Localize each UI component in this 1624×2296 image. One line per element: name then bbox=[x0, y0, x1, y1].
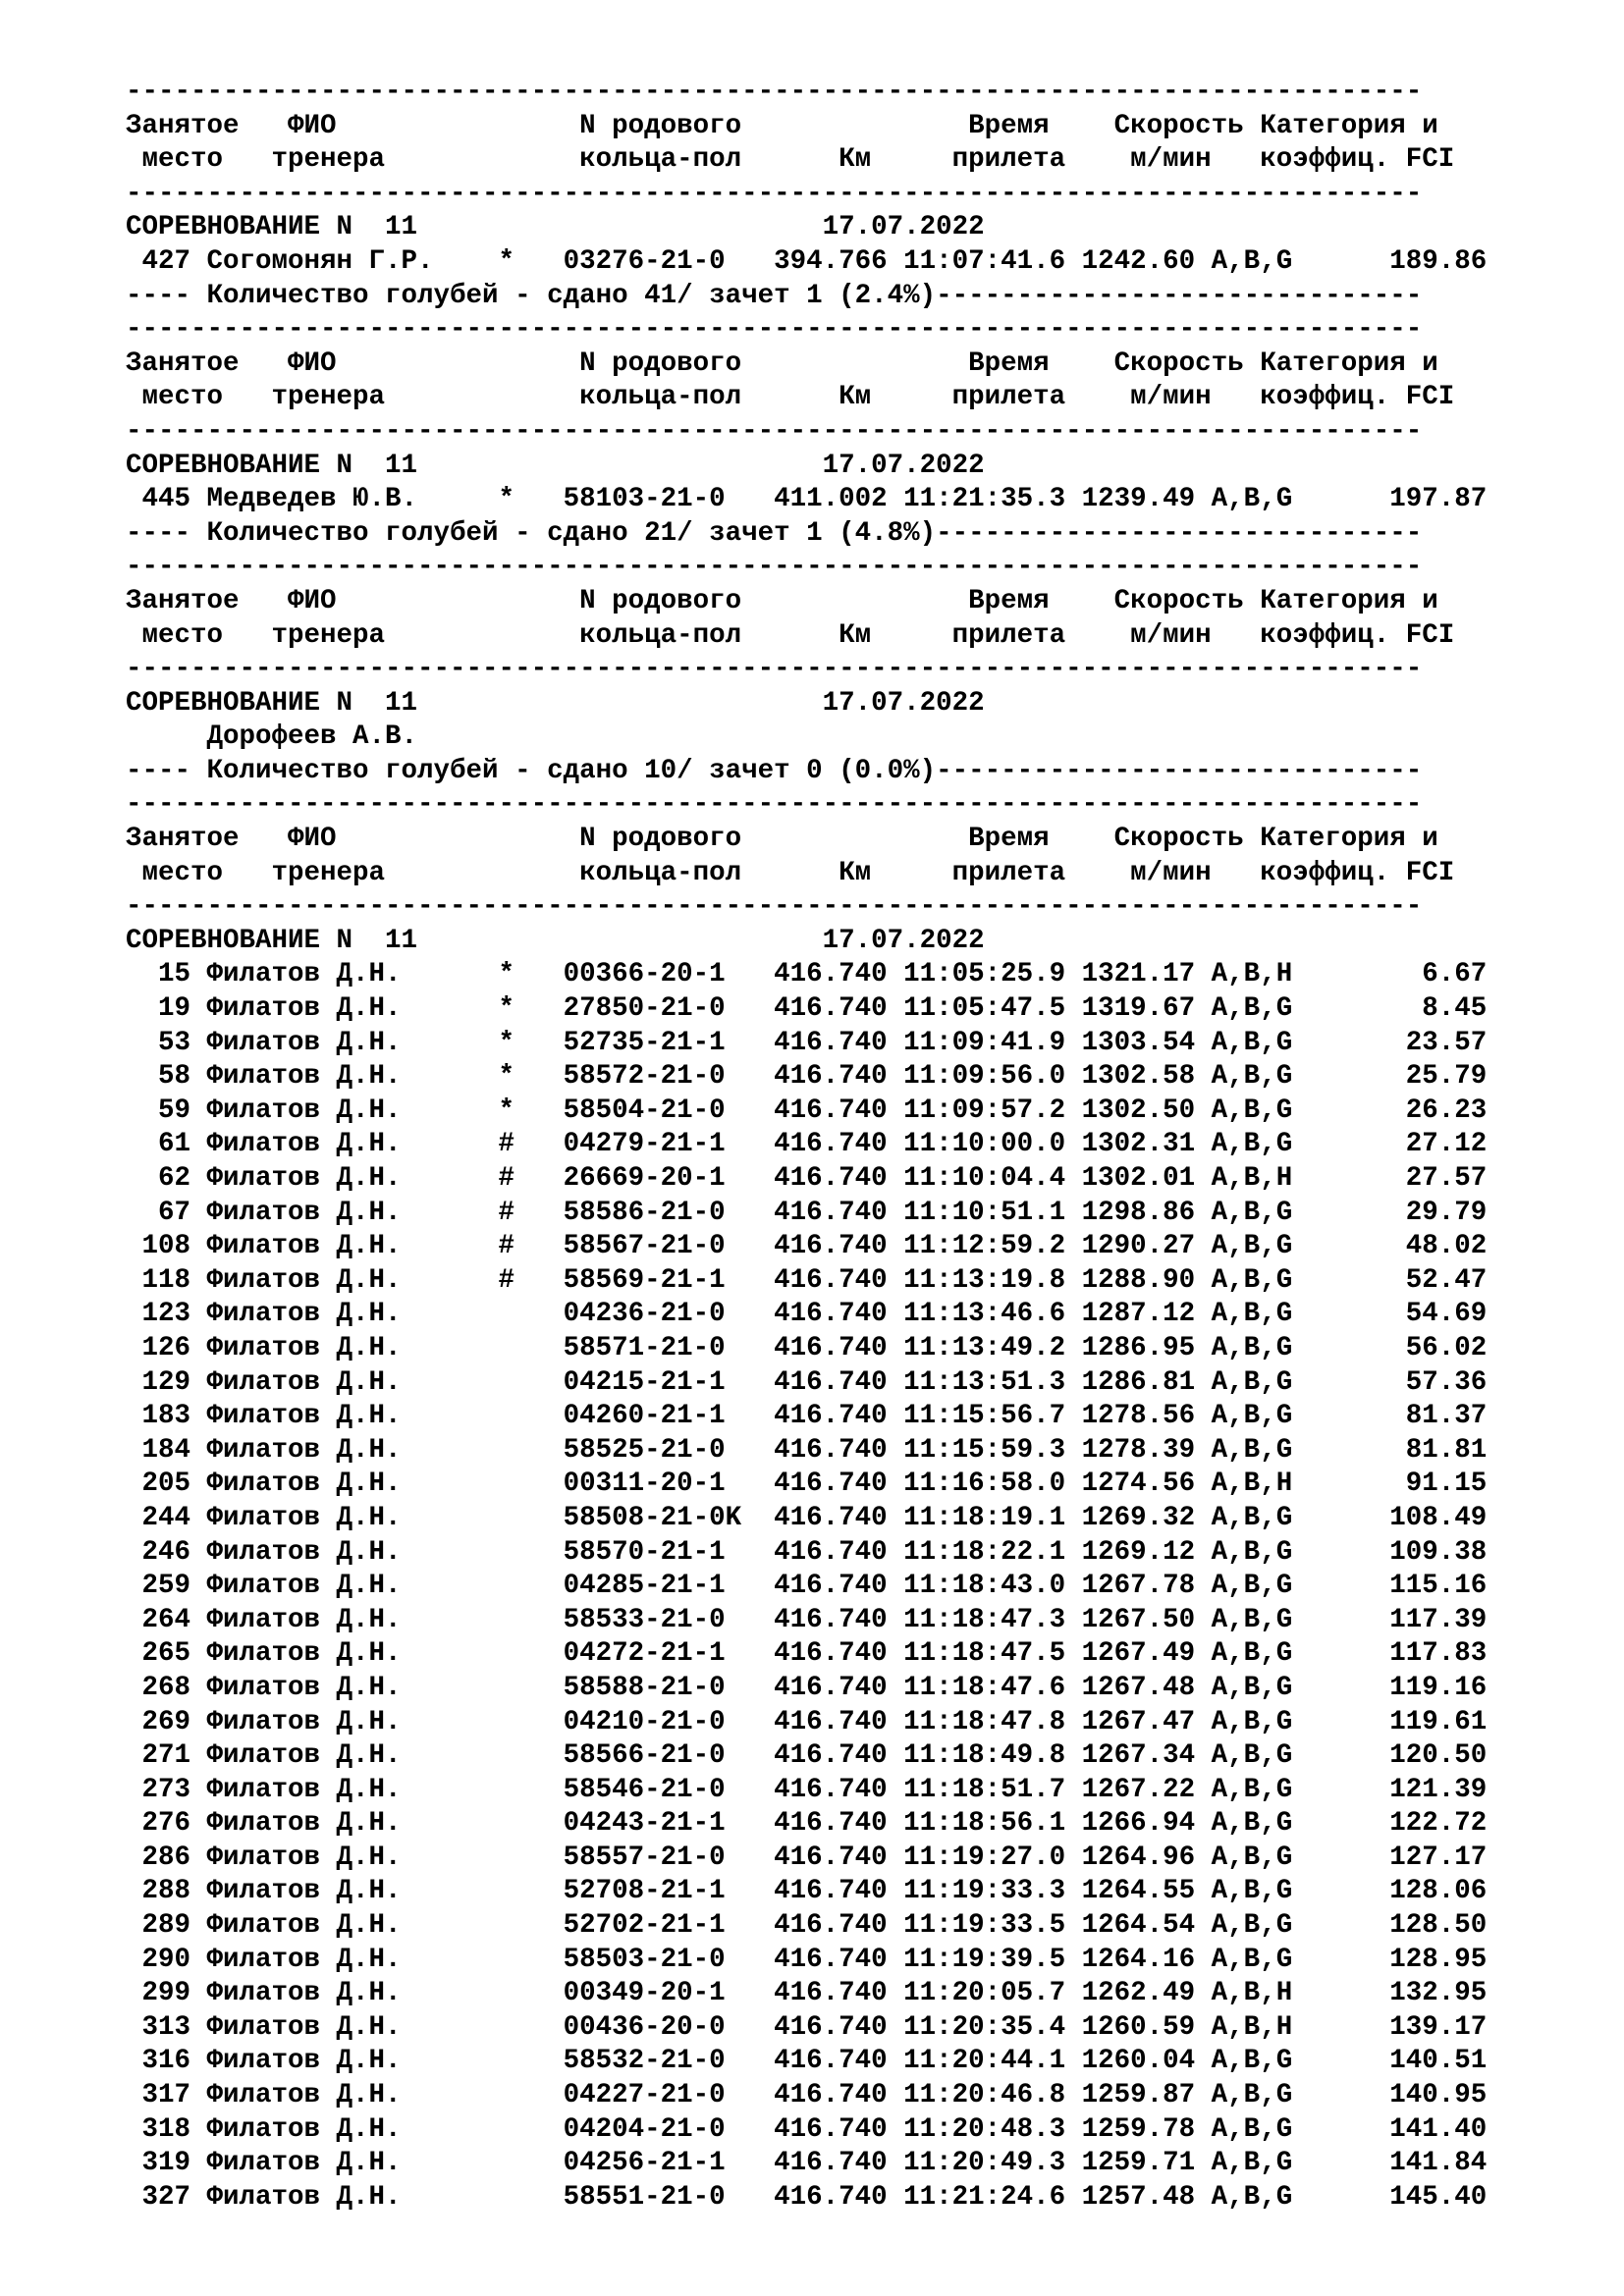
result-row: 318 Филатов Д.Н. 04204-21-0 416.740 11:20:48.3 1259.78 A,B,G 141.40 bbox=[126, 2113, 1488, 2145]
competition-line: СОРЕВНОВАНИЕ N 11 17.07.2022 bbox=[126, 450, 985, 481]
result-row: 317 Филатов Д.Н. 04227-21-0 416.740 11:20:46.8 1259.87 A,B,G 140.95 bbox=[126, 2080, 1488, 2111]
result-row: 53 Филатов Д.Н. * 52735-21-1 416.740 11:09:41.9 1303.54 A,B,G 23.57 bbox=[126, 1027, 1488, 1058]
result-row: 244 Филатов Д.Н. 58508-21-0K 416.740 11:18:19.1 1269.32 A,B,G 108.49 bbox=[126, 1502, 1488, 1533]
separator-line: -------------------------------------------------------------------------------- bbox=[126, 178, 1423, 209]
result-row: 269 Филатов Д.Н. 04210-21-0 416.740 11:18:47.8 1267.47 A,B,G 119.61 bbox=[126, 1706, 1488, 1737]
result-row: 15 Филатов Д.Н. * 00366-20-1 416.740 11:05:25.9 1321.17 A,B,H 6.67 bbox=[126, 959, 1488, 990]
result-row: 273 Филатов Д.Н. 58546-21-0 416.740 11:18:51.7 1267.22 A,B,G 121.39 bbox=[126, 1774, 1488, 1805]
result-row: 445 Медведев Ю.В. * 58103-21-0 411.002 11:21:35.3 1239.49 A,B,G 197.87 bbox=[126, 484, 1488, 515]
result-row: 61 Филатов Д.Н. # 04279-21-1 416.740 11:10:00.0 1302.31 A,B,G 27.12 bbox=[126, 1129, 1488, 1160]
competition-line: СОРЕВНОВАНИЕ N 11 17.07.2022 bbox=[126, 687, 985, 719]
summary-line: ---- Количество голубей - сдано 10/ зачет 0 (0.0%)------------------------------ bbox=[126, 755, 1423, 786]
result-row: 427 Согомонян Г.Р. * 03276-21-0 394.766 11:07:41.6 1242.60 A,B,G 189.86 bbox=[126, 245, 1488, 277]
result-row: 288 Филатов Д.Н. 52708-21-1 416.740 11:19:33.3 1264.55 A,B,G 128.06 bbox=[126, 1876, 1488, 1907]
column-header-line-1: Занятое ФИО N родового Время Скорость Категория и bbox=[126, 585, 1438, 616]
result-row: 268 Филатов Д.Н. 58588-21-0 416.740 11:18:47.6 1267.48 A,B,G 119.16 bbox=[126, 1672, 1488, 1703]
results-document bbox=[126, 76, 1598, 2215]
result-row: 289 Филатов Д.Н. 52702-21-1 416.740 11:19:33.5 1264.54 A,B,G 128.50 bbox=[126, 1910, 1488, 1942]
result-row: 265 Филатов Д.Н. 04272-21-1 416.740 11:18:47.5 1267.49 A,B,G 117.83 bbox=[126, 1638, 1488, 1670]
result-row: 327 Филатов Д.Н. 58551-21-0 416.740 11:21:24.6 1257.48 A,B,G 145.40 bbox=[126, 2181, 1488, 2213]
separator-line: -------------------------------------------------------------------------------- bbox=[126, 314, 1423, 346]
separator-line: -------------------------------------------------------------------------------- bbox=[126, 789, 1423, 821]
result-row: 58 Филатов Д.Н. * 58572-21-0 416.740 11:09:56.0 1302.58 A,B,G 25.79 bbox=[126, 1061, 1488, 1093]
column-header-line-1: Занятое ФИО N родового Время Скорость Категория и bbox=[126, 824, 1438, 855]
result-row: 276 Филатов Д.Н. 04243-21-1 416.740 11:18:56.1 1266.94 A,B,G 122.72 bbox=[126, 1808, 1488, 1840]
result-row: 271 Филатов Д.Н. 58566-21-0 416.740 11:18:49.8 1267.34 A,B,G 120.50 bbox=[126, 1740, 1488, 1772]
result-row: 59 Филатов Д.Н. * 58504-21-0 416.740 11:09:57.2 1302.50 A,B,G 26.23 bbox=[126, 1095, 1488, 1126]
result-row: 123 Филатов Д.Н. 04236-21-0 416.740 11:13:46.6 1287.12 A,B,G 54.69 bbox=[126, 1299, 1488, 1330]
result-row: 67 Филатов Д.Н. # 58586-21-0 416.740 11:10:51.1 1298.86 A,B,G 29.79 bbox=[126, 1197, 1488, 1228]
result-row: 316 Филатов Д.Н. 58532-21-0 416.740 11:20:44.1 1260.04 A,B,G 140.51 bbox=[126, 2046, 1488, 2077]
column-header-line-2: место тренера кольца-пол Км прилета м/мин коэффиц. FCI bbox=[126, 144, 1455, 176]
result-row: 286 Филатов Д.Н. 58557-21-0 416.740 11:19:27.0 1264.96 A,B,G 127.17 bbox=[126, 1842, 1488, 1873]
result-row: 313 Филатов Д.Н. 00436-20-0 416.740 11:20:35.4 1260.59 A,B,H 139.17 bbox=[126, 2011, 1488, 2043]
result-row: 129 Филатов Д.Н. 04215-21-1 416.740 11:13:51.3 1286.81 A,B,G 57.36 bbox=[126, 1366, 1488, 1398]
result-row: 319 Филатов Д.Н. 04256-21-1 416.740 11:20:49.3 1259.71 A,B,G 141.84 bbox=[126, 2148, 1488, 2179]
result-row: 299 Филатов Д.Н. 00349-20-1 416.740 11:20:05.7 1262.49 A,B,H 132.95 bbox=[126, 1978, 1488, 2009]
result-row: 118 Филатов Д.Н. # 58569-21-1 416.740 11:13:19.8 1288.90 A,B,G 52.47 bbox=[126, 1264, 1488, 1296]
result-row: 126 Филатов Д.Н. 58571-21-0 416.740 11:13:49.2 1286.95 A,B,G 56.02 bbox=[126, 1332, 1488, 1363]
summary-line: ---- Количество голубей - сдано 21/ зачет 1 (4.8%)------------------------------ bbox=[126, 517, 1423, 549]
result-row: 19 Филатов Д.Н. * 27850-21-0 416.740 11:05:47.5 1319.67 A,B,G 8.45 bbox=[126, 993, 1488, 1025]
result-row: 108 Филатов Д.Н. # 58567-21-0 416.740 11:12:59.2 1290.27 A,B,G 48.02 bbox=[126, 1231, 1488, 1262]
result-row: 184 Филатов Д.Н. 58525-21-0 416.740 11:15:59.3 1278.39 A,B,G 81.81 bbox=[126, 1434, 1488, 1466]
column-header-line-1: Занятое ФИО N родового Время Скорость Категория и bbox=[126, 347, 1438, 379]
result-row: Дорофеев А.В. bbox=[126, 721, 418, 753]
competition-line: СОРЕВНОВАНИЕ N 11 17.07.2022 bbox=[126, 212, 985, 243]
result-row: 205 Филатов Д.Н. 00311-20-1 416.740 11:16:58.0 1274.56 A,B,H 91.15 bbox=[126, 1468, 1488, 1500]
separator-line: -------------------------------------------------------------------------------- bbox=[126, 654, 1423, 685]
separator-line: -------------------------------------------------------------------------------- bbox=[126, 77, 1423, 107]
result-row: 246 Филатов Д.Н. 58570-21-1 416.740 11:18:22.1 1269.12 A,B,G 109.38 bbox=[126, 1536, 1488, 1568]
result-row: 290 Филатов Д.Н. 58503-21-0 416.740 11:19:39.5 1264.16 A,B,G 128.95 bbox=[126, 1944, 1488, 1975]
separator-line: -------------------------------------------------------------------------------- bbox=[126, 891, 1423, 923]
summary-line: ---- Количество голубей - сдано 41/ зачет 1 (2.4%)------------------------------ bbox=[126, 280, 1423, 311]
separator-line: -------------------------------------------------------------------------------- bbox=[126, 415, 1423, 447]
result-row: 183 Филатов Д.Н. 04260-21-1 416.740 11:15:56.7 1278.56 A,B,G 81.37 bbox=[126, 1401, 1488, 1432]
separator-line: -------------------------------------------------------------------------------- bbox=[126, 552, 1423, 583]
column-header-line-2: место тренера кольца-пол Км прилета м/мин коэффиц. FCI bbox=[126, 619, 1455, 651]
column-header-line-2: место тренера кольца-пол Км прилета м/мин коэффиц. FCI bbox=[126, 382, 1455, 413]
column-header-line-1: Занятое ФИО N родового Время Скорость Категория и bbox=[126, 110, 1438, 141]
result-row: 259 Филатов Д.Н. 04285-21-1 416.740 11:18:43.0 1267.78 A,B,G 115.16 bbox=[126, 1571, 1488, 1602]
result-row: 264 Филатов Д.Н. 58533-21-0 416.740 11:18:47.3 1267.50 A,B,G 117.39 bbox=[126, 1604, 1488, 1635]
column-header-line-2: место тренера кольца-пол Км прилета м/мин коэффиц. FCI bbox=[126, 857, 1455, 888]
competition-line: СОРЕВНОВАНИЕ N 11 17.07.2022 bbox=[126, 925, 985, 956]
result-row: 62 Филатов Д.Н. # 26669-20-1 416.740 11:10:04.4 1302.01 A,B,H 27.57 bbox=[126, 1163, 1488, 1194]
